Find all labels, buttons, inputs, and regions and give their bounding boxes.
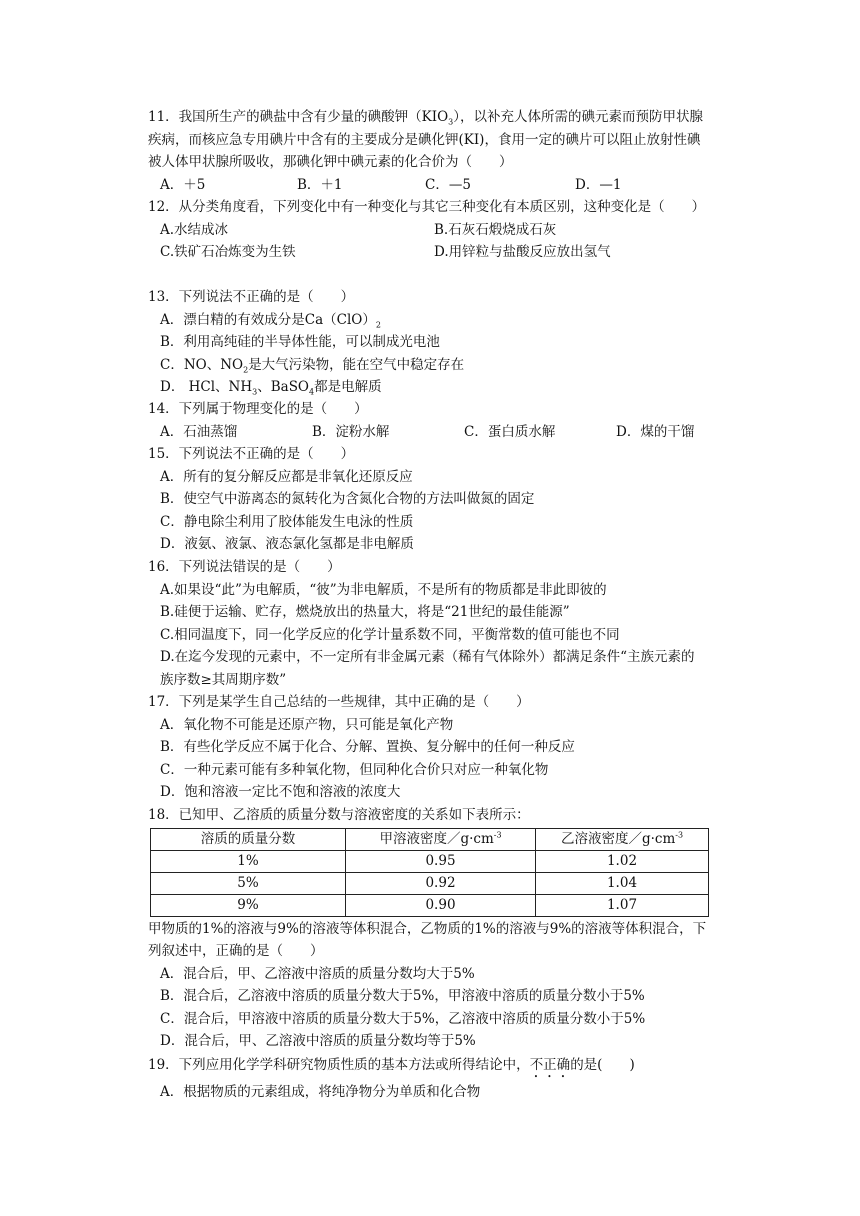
question-14-options: [148, 421, 708, 444]
question-12-option-d: D.用锌粒与盐酸反应放出氢气: [434, 244, 611, 260]
question-18-option-d: D．混合后，甲、乙溶液中溶质的质量分数均等于5%: [160, 1033, 476, 1049]
question-11: [148, 106, 708, 196]
question-12-options-row-1: [148, 219, 708, 242]
table-cell: 1.07: [536, 894, 709, 916]
question-14-option-d: D．煤的干馏: [616, 423, 695, 440]
question-13-option-b: B．利用高纯硅的半导体性能，可以制成光电池: [160, 334, 440, 350]
question-12-option-c: C.铁矿石冶炼变为生铁: [160, 244, 296, 260]
table-cell: 1.02: [536, 850, 709, 872]
question-16: [148, 556, 708, 691]
question-16-option-b: B.硅便于运输、贮存，燃烧放出的热量大，将是“21世纪的最佳能源”: [160, 604, 570, 620]
table-cell: 5%: [151, 872, 346, 894]
question-19: [148, 1054, 708, 1104]
question-11-option-b: B．＋1: [297, 176, 343, 193]
table-header-cell: 乙溶液密度$/g\cdot cm^{-3}$: [536, 828, 709, 850]
question-18-statement: 甲物质的1%的溶液与9%的溶液等体积混合，乙物质的1%的溶液与9%的溶液等体积混合，下列叙述中，正确的是（ ）: [148, 920, 707, 959]
question-16-option-a: A.如果设“此”为电解质，“彼”为非电解质，不是所有的物质都是非此即彼的: [160, 581, 607, 598]
table-row: [151, 850, 709, 872]
question-12-stem: 12．从分类角度看，下列变化中有一种变化与其它三种变化有本质区别，这种变化是（ ）: [148, 199, 706, 215]
question-17-option-d: D．饱和溶液一定比不饱和溶液的浓度大: [160, 784, 401, 800]
question-16-option-c: C.相同温度下，同一化学反应的化学计量系数不同，平衡常数的值可能也不同: [160, 626, 620, 643]
question-15-option-b: B．使空气中游离态的氮转化为含氮化合物的方法叫做氮的固定: [160, 491, 535, 507]
question-18-option-b: B．混合后，乙溶液中溶质的质量分数大于5%，甲溶液中溶质的质量分数小于5%: [160, 988, 645, 1004]
table-header-cell: 溶质的质量分数: [151, 828, 346, 850]
question-15-option-d: D．液氨、液氯、液态氯化氢都是非电解质: [160, 536, 414, 552]
table-cell: 0.92: [346, 872, 536, 894]
table-header-cell: 甲溶液密度$/g\cdot cm^{-3}$: [346, 828, 536, 850]
question-17-option-c: C．一种元素可能有多种氧化物，但同种化合价只对应一种氧化物: [160, 761, 549, 778]
question-14-stem: 14．下列属于物理变化的是（ ）: [148, 401, 368, 417]
question-15-option-a: A．所有的复分解反应都是非氧化还原反应: [160, 468, 413, 485]
question-13: [148, 286, 708, 399]
table-cell: 1%: [151, 850, 346, 872]
question-12-option-b: B.石灰石煅烧成石灰: [434, 221, 557, 238]
question-18-option-a: A．混合后，甲、乙溶液中溶质的质量分数均大于5%: [160, 965, 475, 982]
question-13-option-a: A．漂白精的有效成分是$Ca(ClO)_2$: [160, 311, 381, 330]
table-cell: 9%: [151, 894, 346, 916]
table-row: [151, 872, 709, 894]
density-table: [150, 828, 709, 917]
question-12-options-row-2: [148, 241, 708, 264]
table-header-row: [151, 828, 709, 850]
question-18-stem: 18．已知甲、乙溶质的质量分数与溶液密度的关系如下表所示：: [148, 807, 530, 823]
question-18: [148, 804, 708, 1053]
question-13-option-c: C．NO、$NO_2$是大气污染物，能在空气中稳定存在: [160, 356, 465, 375]
question-14-option-b: B．淀粉水解: [312, 423, 390, 440]
table-row: [151, 894, 709, 916]
question-19-stem: 19．下列应用化学学科研究物质性质的基本方法或所得结论中，不正确的是( ): [148, 1057, 635, 1073]
question-15-stem: 15．下列说法不正确的是（ ）: [148, 446, 355, 462]
question-12: [148, 196, 708, 264]
emphasis-text: 不正确: [529, 1057, 571, 1073]
question-17-option-b: B．有些化学反应不属于化合、分解、置换、复分解中的任何一种反应: [160, 739, 575, 755]
question-11-options: [148, 174, 708, 197]
question-19-option-a: A．根据物质的元素组成，将纯净物分为单质和化合物: [160, 1084, 481, 1100]
question-13-option-d: D． HCl、$NH_3$、BaSO$_4$都是电解质: [160, 379, 382, 397]
question-16-stem: 16．下列说法错误的是（ ）: [148, 559, 341, 575]
question-11-option-c: C．—5: [425, 176, 471, 193]
question-17-stem: 17．下列是某学生自己总结的一些规律，其中正确的是（ ）: [148, 694, 530, 710]
question-14-option-c: C．蛋白质水解: [464, 423, 556, 440]
question-12-option-a: A.水结成冰: [160, 221, 229, 238]
question-14-option-a: A．石油蒸馏: [160, 423, 238, 440]
question-18-option-c: C．混合后，甲溶液中溶质的质量分数大于5%，乙溶液中溶质的质量分数小于5%: [160, 1010, 646, 1027]
question-17-option-a: A．氧化物不可能是还原产物，只可能是氧化产物: [160, 716, 454, 733]
question-14: [148, 398, 708, 443]
question-13-stem: 13．下列说法不正确的是（ ）: [148, 289, 355, 305]
question-11-stem: 11．我国所生产的碘盐中含有少量的碘酸钾$(KIO_3)$，以补充人体所需的碘元素而预防甲状腺疾病，而核应急专用碘片中含有的主要成分是碘化钾(KI)，食用一定的碘片可以阻止放射性碘被人体甲状腺所吸收，那碘化钾中碘元素的化合价为（ ）: [148, 109, 704, 170]
question-17: [148, 691, 708, 804]
table-cell: 0.95: [346, 850, 536, 872]
question-15: [148, 443, 708, 556]
question-16-option-d: D.在迄今发现的元素中，不一定所有非金属元素（稀有气体除外）都满足条件“主族元素的族序数≥其周期序数”: [160, 649, 695, 688]
table-cell: 0.90: [346, 894, 536, 916]
table-cell: 1.04: [536, 872, 709, 894]
question-11-option-a: A．＋5: [160, 176, 206, 193]
question-15-option-c: C．静电除尘利用了胶体能发生电泳的性质: [160, 513, 414, 530]
question-11-option-d: D．—1: [575, 176, 622, 193]
